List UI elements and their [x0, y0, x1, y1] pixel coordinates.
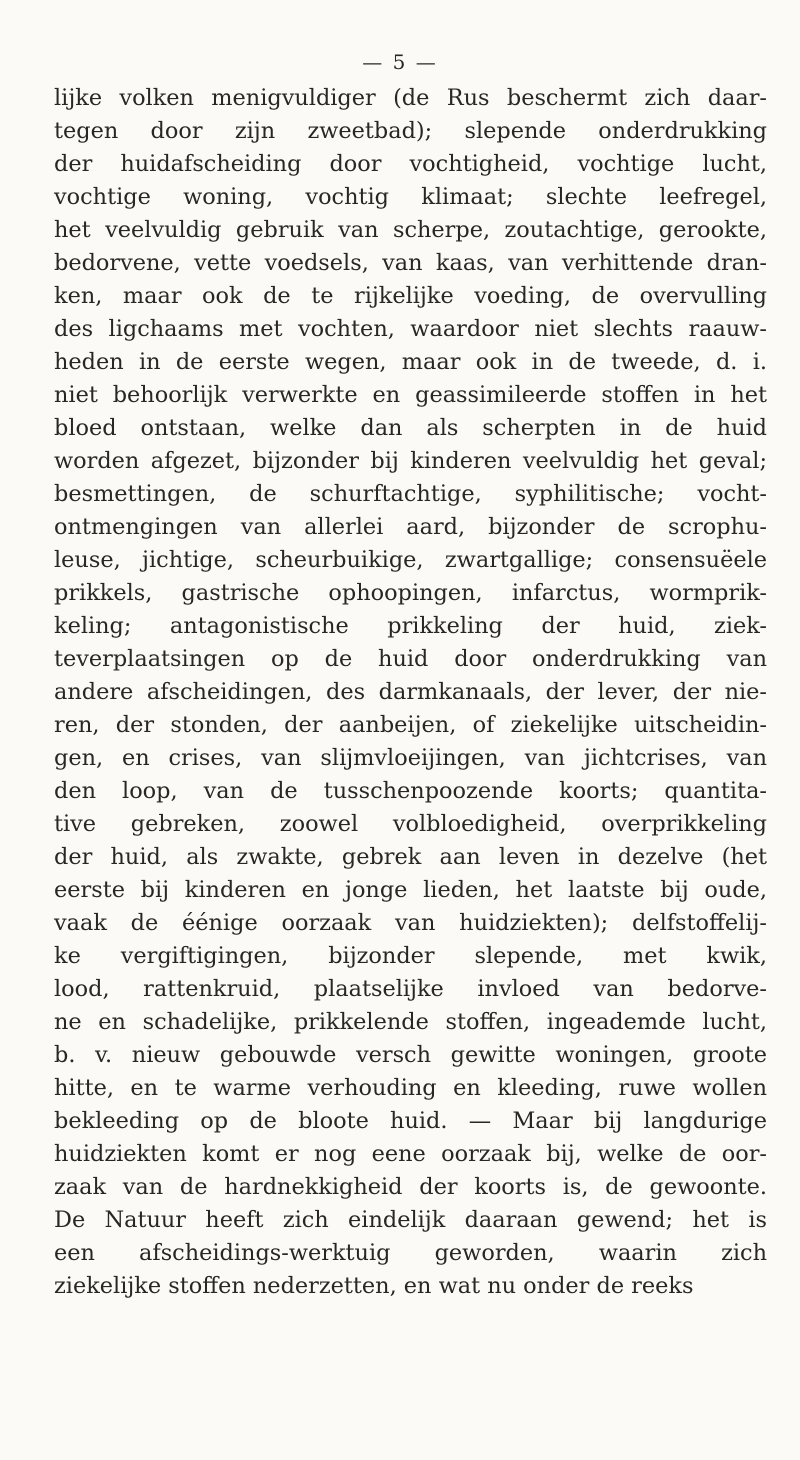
- text-line: der huid, als zwakte, gebrek aan leven in dezelve (het: [54, 844, 767, 870]
- text-line: andere afscheidingen, des darmkanaals, der lever, der nie-: [54, 679, 767, 705]
- text-line: het veelvuldig gebruik van scherpe, zoutachtige, gerookte,: [54, 217, 767, 243]
- text-line: ontmengingen van allerlei aard, bijzonder de scrophu-: [54, 514, 767, 540]
- text-line: ke vergiftigingen, bijzonder slepende, met kwik,: [54, 943, 767, 969]
- text-line: prikkels, gastrische ophoopingen, infarctus, wormprik-: [54, 580, 767, 606]
- text-line: tive gebreken, zoowel volbloedigheid, overprikkeling: [54, 811, 767, 837]
- text-line: vochtige woning, vochtig klimaat; slechte leefregel,: [54, 184, 767, 210]
- text-line: hitte, en te warme verhouding en kleeding, ruwe wollen: [54, 1075, 767, 1101]
- text-line: den loop, van de tusschenpoozende koorts; quantita-: [54, 778, 767, 804]
- text-line: De Natuur heeft zich eindelijk daaraan gewend; het is: [54, 1207, 767, 1233]
- text-line: bekleeding op de bloote huid. — Maar bij langdurige: [54, 1108, 767, 1134]
- text-line: b. v. nieuw gebouwde versch gewitte woningen, groote: [54, 1042, 767, 1068]
- text-line: eerste bij kinderen en jonge lieden, het laatste bij oude,: [54, 877, 767, 903]
- page-number: — 5 —: [362, 50, 438, 74]
- text-line: lood, rattenkruid, plaatselijke invloed van bedorve-: [54, 976, 767, 1002]
- text-line: lijke volken menigvuldiger (de Rus beschermt zich daar-: [54, 85, 767, 111]
- text-line: der huidafscheiding door vochtigheid, vochtige lucht,: [54, 151, 767, 177]
- text-line: ken, maar ook de te rijkelijke voeding, de overvulling: [54, 283, 767, 309]
- text-line: vaak de éénige oorzaak van huidziekten); delfstoffelij-: [54, 910, 767, 936]
- text-line: een afscheidings-werktuig geworden, waarin zich: [54, 1240, 767, 1266]
- text-line: ziekelijke stoffen nederzetten, en wat nu onder de reeks: [54, 1273, 694, 1299]
- text-line: ne en schadelijke, prikkelende stoffen, ingeademde lucht,: [54, 1009, 767, 1035]
- text-line: heden in de eerste wegen, maar ook in de tweede, d. i.: [54, 349, 767, 375]
- text-line: bedorvene, vette voedsels, van kaas, van verhittende dran-: [54, 250, 767, 276]
- text-line: leuse, jichtige, scheurbuikige, zwartgallige; consensuëele: [54, 547, 767, 573]
- text-line: teverplaatsingen op de huid door onderdrukking van: [54, 646, 767, 672]
- text-line: ren, der stonden, der aanbeijen, of ziekelijke uitscheidin-: [54, 712, 767, 738]
- text-line: bloed ontstaan, welke dan als scherpten in de huid: [54, 415, 767, 441]
- text-line: keling; antagonistische prikkeling der huid, ziek-: [54, 613, 767, 639]
- text-line: worden afgezet, bijzonder bij kinderen veelvuldig het geval;: [54, 448, 767, 474]
- text-line: gen, en crises, van slijmvloeijingen, van jichtcrises, van: [54, 745, 767, 771]
- text-line: tegen door zijn zweetbad); slepende onderdrukking: [54, 118, 767, 144]
- text-line: niet behoorlijk verwerkte en geassimileerde stoffen in het: [54, 382, 767, 408]
- text-line: huidziekten komt er nog eene oorzaak bij, welke de oor-: [54, 1141, 767, 1167]
- text-line: zaak van de hardnekkigheid der koorts is, de gewoonte.: [54, 1174, 767, 1200]
- text-line: des ligchaams met vochten, waardoor niet slechts raauw-: [54, 316, 767, 342]
- body-text: [54, 82, 767, 1303]
- text-line: besmettingen, de schurftachtige, syphilitische; vocht-: [54, 481, 767, 507]
